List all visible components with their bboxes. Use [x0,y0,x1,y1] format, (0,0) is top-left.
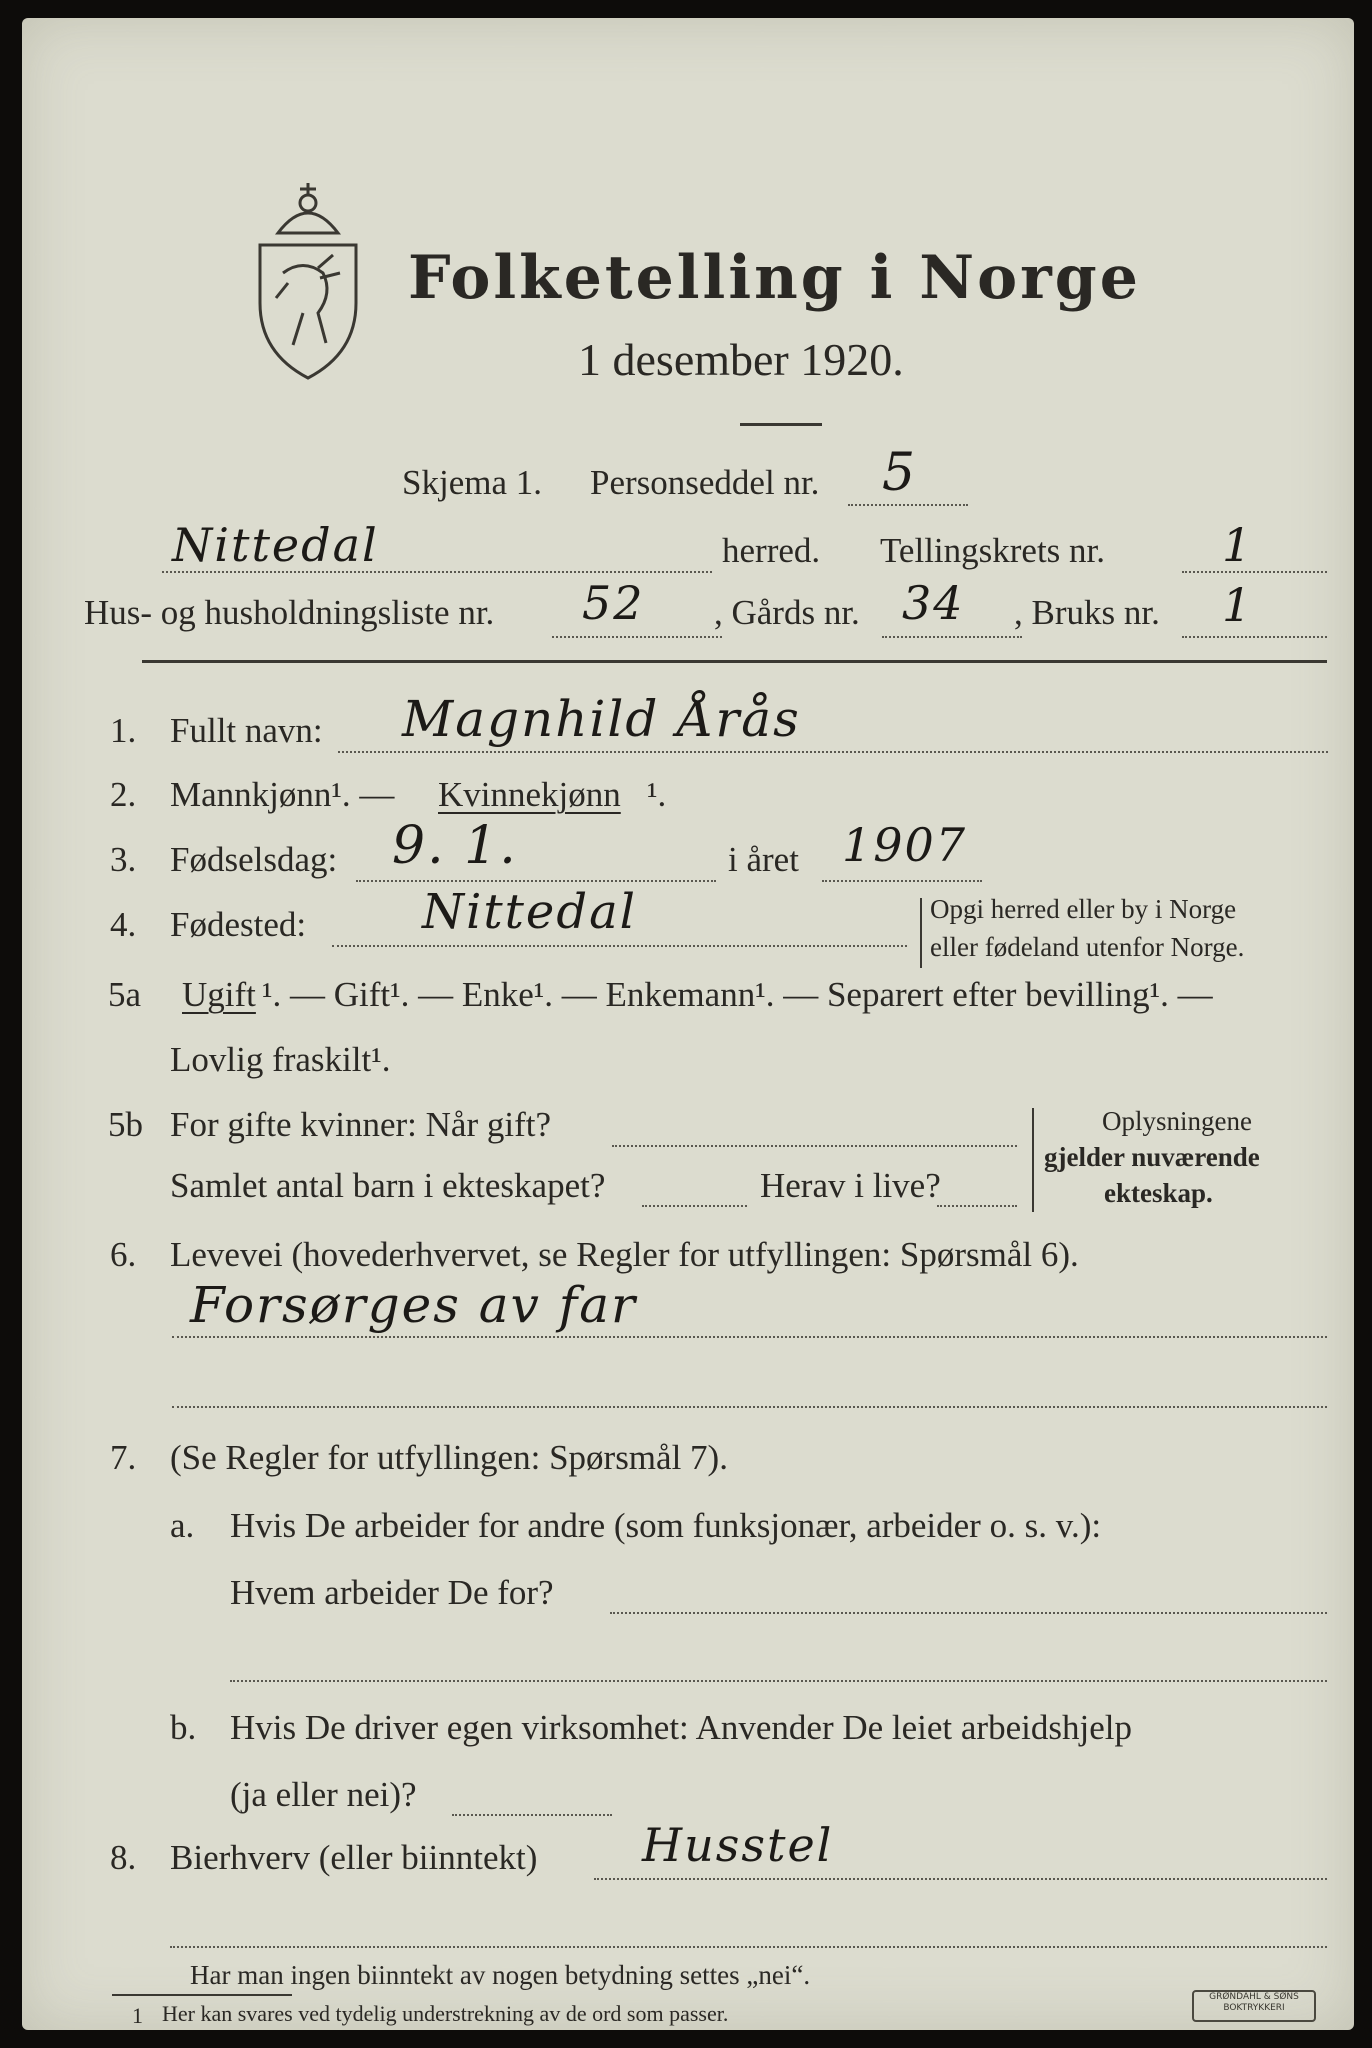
q3-number: 3. [110,840,137,879]
q3-label: Fødselsdag: [170,840,338,879]
q7a-field-line-2 [230,1680,1327,1682]
q2-footnote-mark: ¹. [647,775,667,814]
herred-label: herred. [722,531,821,570]
q3-birthday-value: 9. 1. [392,816,518,876]
footnote-divider [112,1994,292,1996]
q7a-letter: a. [170,1506,195,1545]
q8-instruction-note: Har man ingen biinntekt av nogen betydning settes „nei“. [190,1960,811,1990]
q7-number: 7. [110,1438,137,1477]
printer-stamp-line1: GRØNDAHL & SØNS [1209,1992,1299,2002]
q4-number: 4. [110,905,137,944]
footnote-number: 1 [132,2003,143,2028]
q5b-alive-field-line [937,1205,1017,1207]
q5a-ugift-option-selected: Ugift [182,975,256,1014]
hus-label: Hus- og husholdningsliste nr. [84,593,495,632]
q1-number: 1. [110,711,137,750]
q4-field-line [332,945,907,947]
bruks-value: 1 [1222,578,1254,632]
gards-value: 34 [902,576,965,630]
q8-field-line [594,1878,1327,1880]
herred-value: Nittedal [172,518,379,572]
q1-label: Fullt navn: [170,711,323,750]
q7b-letter: b. [170,1708,197,1747]
q3-year-value: 1907 [842,818,968,872]
q4-label: Fødested: [170,905,307,944]
q6-field-line-1 [172,1336,1327,1338]
q5b-alive-label: Herav i live? [760,1166,941,1205]
bruks-field-line [1182,636,1327,638]
printer-stamp-line2: BOKTRYKKERI [1223,2003,1285,2013]
personseddel-label: Personseddel nr. [590,463,820,502]
census-form-sheet [22,18,1354,2030]
q5b-number: 5b [108,1105,143,1144]
q6-occupation-value: Forsørges av far [190,1276,637,1334]
q5a-other-options: ¹. — Gift¹. — Enke¹. — Enkemann¹. — Separert efter bevilling¹. — [262,975,1213,1014]
q7a-employer-label: Hvem arbeider De for? [230,1573,554,1612]
gards-field-line [882,636,1022,638]
q5b-note-line3: ekteskap. [1104,1178,1213,1208]
q5b-note-line2: gjelder nuværende [1044,1142,1260,1172]
skjema-label: Skjema 1. [402,463,542,502]
footnote-text: Her kan svares ved tydelig understrekning av de ord som passer. [162,2001,729,2026]
hus-value: 52 [582,576,645,630]
q5b-note-line1: Oplysningene [1102,1106,1252,1136]
q5b-note-brace [1032,1108,1034,1212]
q7a-field-line [610,1612,1327,1614]
tellingskrets-label: Tellingskrets nr. [880,531,1106,570]
q5b-children-label: Samlet antal barn i ekteskapet? [170,1166,606,1205]
personseddel-value: 5 [882,443,918,503]
q8-number: 8. [110,1838,137,1877]
q2-number: 2. [110,775,137,814]
gards-label: , Gårds nr. [714,593,860,632]
q6-field-line-2 [172,1406,1327,1408]
q5b-married-when-label: For gifte kvinner: Når gift? [170,1105,552,1144]
q6-number: 6. [110,1235,137,1274]
printer-stamp [1192,1990,1316,2022]
q5b-children-field-line [642,1205,747,1207]
q8-label: Bierhverv (eller biinntekt) [170,1838,538,1877]
q2-female-option-selected: Kvinnekjønn [438,775,621,814]
q5b-married-field-line [612,1145,1017,1147]
q7b-yes-no-label: (ja eller nei)? [230,1775,417,1814]
q4-birthplace-value: Nittedal [422,884,638,940]
q2-male-option: Mannkjønn¹. — [170,775,395,814]
q7b-field-line [452,1814,612,1816]
q4-note-brace [920,898,922,968]
form-title: Folketelling i Norge [408,243,1141,313]
q5a-fraskilt-option: Lovlig fraskilt¹. [170,1040,391,1079]
q1-field-line [338,751,1328,753]
personseddel-field-line [848,504,968,506]
tellingskrets-field-line [1182,571,1327,573]
q6-label: Levevei (hovederhvervet, se Regler for utfyllingen: Spørsmål 6). [170,1235,1079,1274]
q3-year-field-line [822,880,982,882]
header-divider [142,660,1327,663]
q7-label: (Se Regler for utfyllingen: Spørsmål 7). [170,1438,728,1477]
title-divider [740,423,822,426]
norwegian-coat-of-arms-icon [248,173,368,383]
bruks-label: , Bruks nr. [1014,593,1160,632]
q3-date-field-line [356,880,716,882]
q4-note-line1: Opgi herred eller by i Norge [930,894,1237,924]
q7b-label: Hvis De driver egen virksomhet: Anvender De leiet arbeidshjelp [230,1708,1132,1747]
q3-year-label: i året [728,840,799,879]
hus-field-line [552,636,722,638]
tellingskrets-value: 1 [1222,518,1254,572]
q7a-label: Hvis De arbeider for andre (som funksjonær, arbeider o. s. v.): [230,1506,1102,1545]
q8-side-income-value: Husstel [642,1818,834,1872]
census-date: 1 desember 1920. [578,334,904,385]
q5a-number: 5a [108,975,142,1014]
q4-note-line2: eller fødeland utenfor Norge. [930,932,1245,962]
q8-field-line-2 [170,1946,1327,1948]
q1-full-name-value: Magnhild Årås [402,690,801,748]
